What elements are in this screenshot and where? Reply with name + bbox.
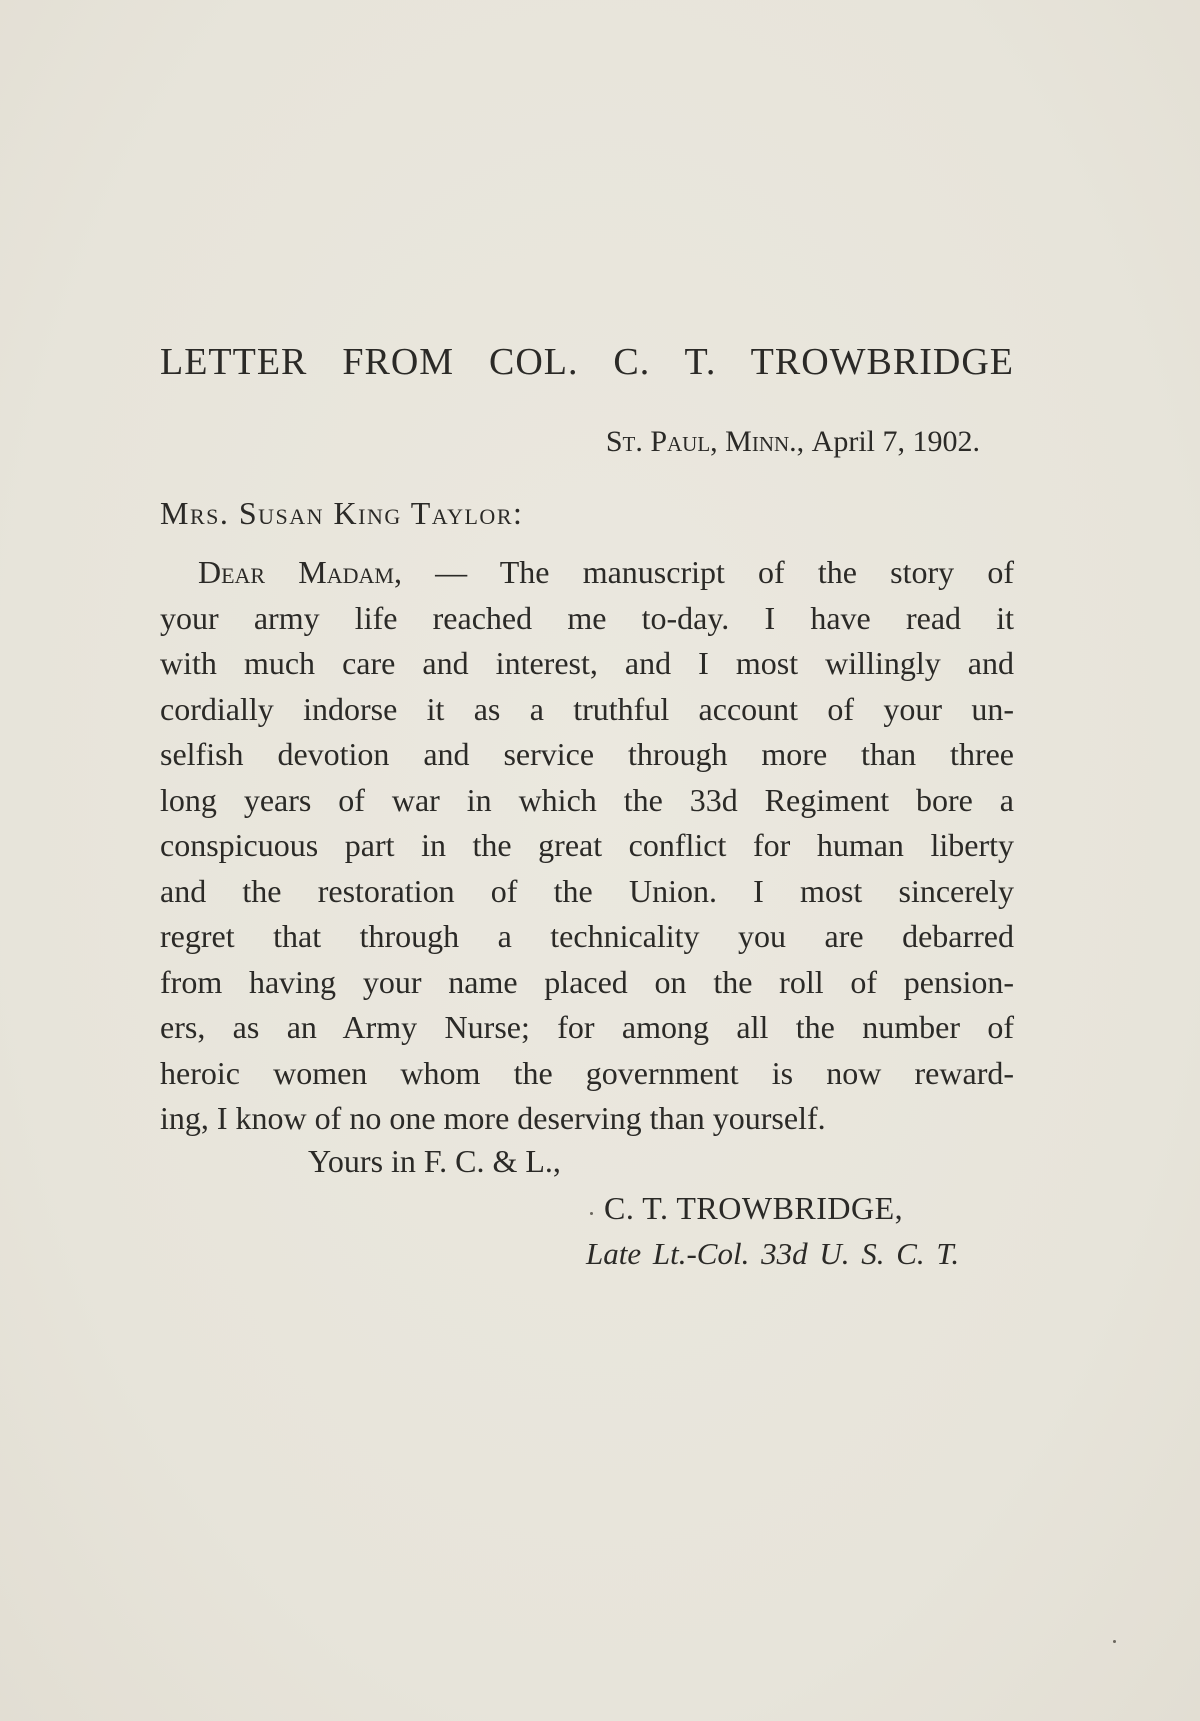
- body-line: from having your name placed on the roll of pension-: [160, 963, 1014, 1000]
- body-line: and the restoration of the Union. I most sincerely: [160, 872, 1014, 909]
- body-line: regret that through a technicality you are debarred: [160, 918, 1014, 954]
- body-line: conspicuous part in the great conflict for human liberty: [160, 827, 1014, 863]
- greeting: Dear Madam,: [198, 554, 402, 590]
- body-line: long years of war in which the 33d Regiment bore a: [160, 781, 1014, 818]
- dateline-place: St. Paul, Minn.,: [605, 425, 805, 458]
- signer-rank: Late Lt.-Col. 33d U. S. C. T.: [586, 1236, 960, 1271]
- paper-speck: [1113, 1640, 1116, 1643]
- closing: Yours in F. C. & L.,: [308, 1143, 561, 1179]
- body-line: heroic women whom the government is now reward-: [160, 1054, 1014, 1091]
- salutation: Mrs. Susan King Taylor:: [160, 495, 524, 531]
- letter-title: LETTER FROM COL. C. T. TROWBRIDGE: [160, 341, 1014, 383]
- dateline: [606, 425, 980, 459]
- signer-name: C. T. TROWBRIDGE,: [604, 1190, 904, 1226]
- body-line: selfish devotion and service through more than three: [160, 736, 1014, 772]
- body-line: ers, as an Army Nurse; for among all the number of: [160, 1009, 1014, 1045]
- body-line: with much care and interest, and I most willingly and: [160, 645, 1014, 681]
- body-line: ing, I know of no one more deserving than yourself.: [160, 1100, 826, 1136]
- dateline-date: April 7, 1902.: [811, 425, 980, 458]
- letter-body: [160, 550, 1014, 1142]
- body-line-text: — The manuscript of the story of: [435, 554, 1014, 590]
- body-line: cordially indorse it as a truthful account of your un-: [160, 690, 1014, 727]
- body-line: your army life reached me to-day. I have read it: [160, 599, 1014, 636]
- body-line: [160, 550, 1014, 596]
- paper-speck: [590, 1212, 593, 1215]
